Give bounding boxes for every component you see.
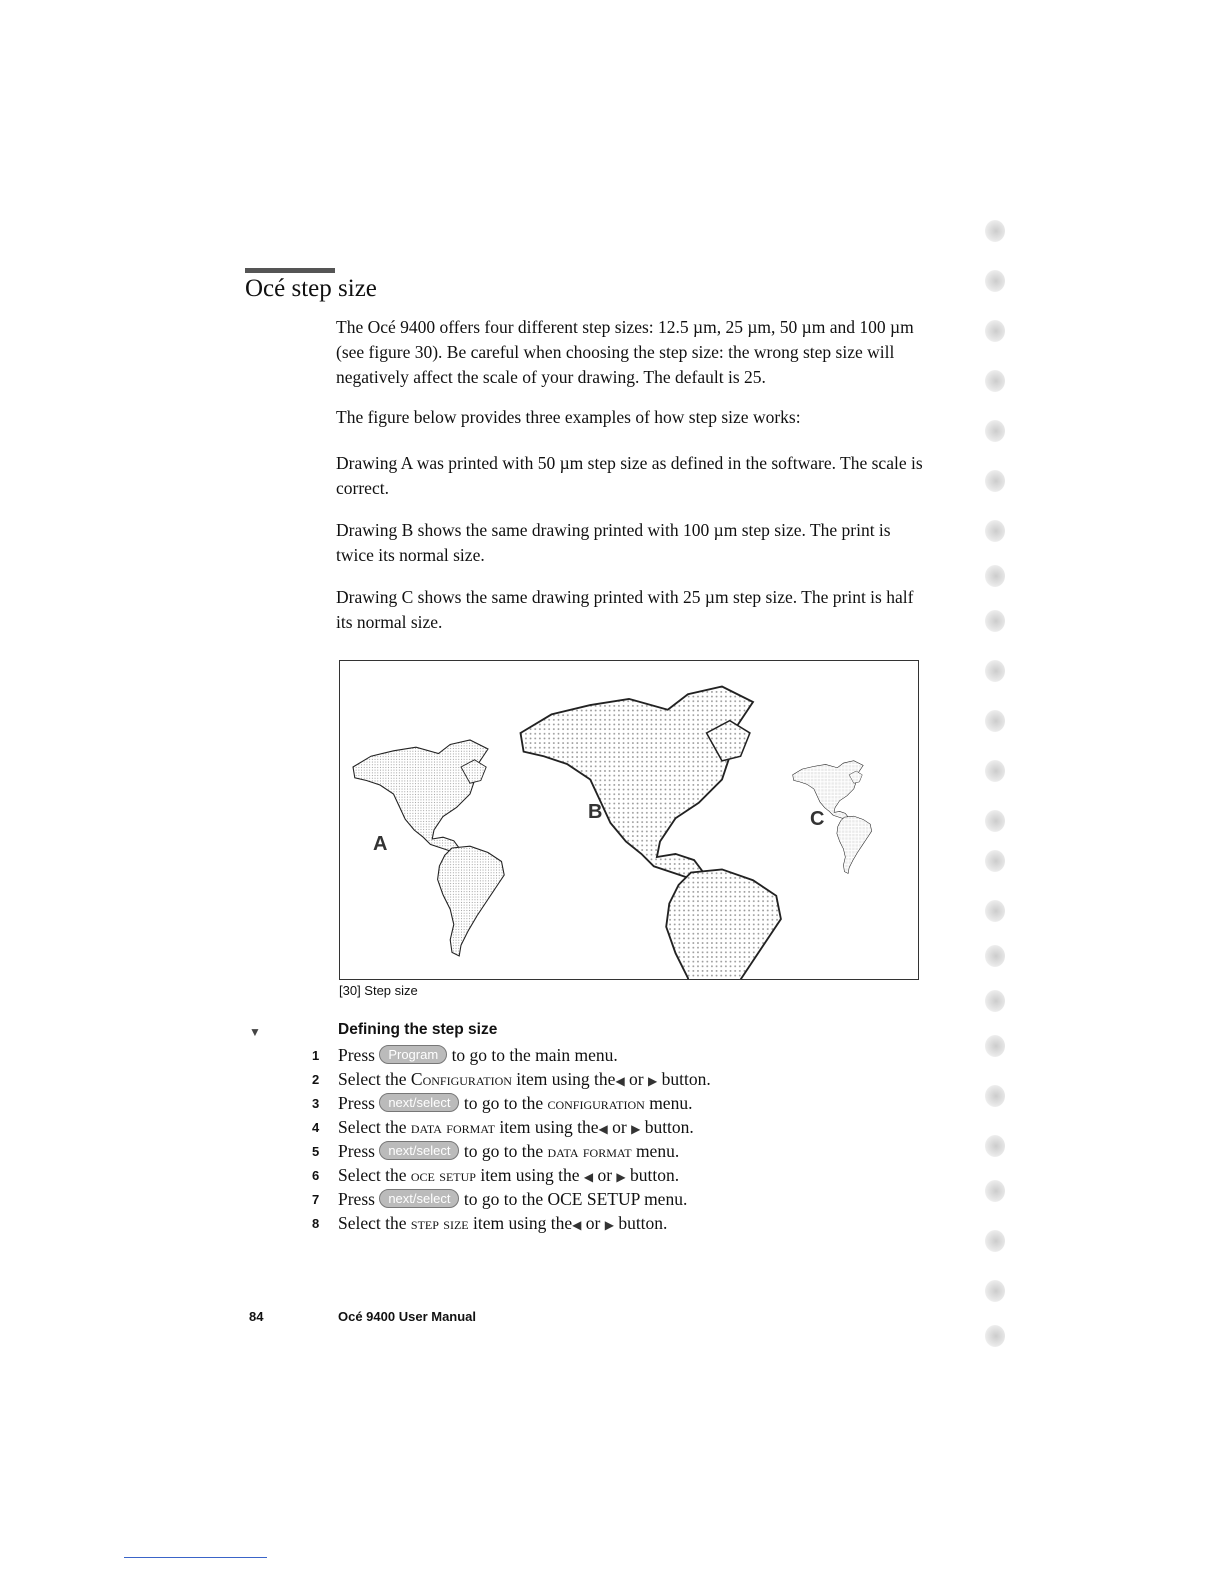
binder-hole	[985, 1135, 1005, 1157]
step-4: 4 Select the data format item using the◀ or ▶ button.	[312, 1117, 694, 1137]
right-arrow-icon: ▶	[648, 1074, 658, 1088]
step-6: 6 Select the oce setup item using the ◀ or ▶ button.	[312, 1165, 680, 1185]
binder-hole	[985, 990, 1005, 1012]
procedure-heading: Defining the step size	[338, 1021, 498, 1038]
binder-hole	[985, 850, 1005, 872]
binder-hole	[985, 565, 1005, 587]
binder-holes	[985, 220, 1015, 1360]
left-arrow-icon: ◀	[572, 1218, 582, 1232]
paragraph-intro: The Océ 9400 offers four different step sizes: 12.5 µm, 25 µm, 50 µm and 100 µm (see figure 30). Be careful when choosing the step size: the wrong step size will negatively affect the scale of your drawing. The default is 25.	[336, 317, 914, 387]
step-size-figure	[339, 660, 919, 980]
binder-hole	[985, 220, 1005, 242]
step-5: 5 Press next/select to go to the data format menu.	[312, 1141, 680, 1161]
step-1: 1 Press Program to go to the main menu.	[312, 1045, 618, 1065]
section-title: Océ step size	[245, 275, 377, 302]
binder-hole	[985, 1280, 1005, 1302]
binder-hole	[985, 1035, 1005, 1057]
binder-hole	[985, 520, 1005, 542]
binder-hole	[985, 1230, 1005, 1252]
map-b	[521, 687, 781, 980]
binder-hole	[985, 610, 1005, 632]
binder-hole	[985, 470, 1005, 492]
left-arrow-icon: ◀	[598, 1122, 608, 1136]
right-arrow-icon: ▶	[604, 1218, 614, 1232]
program-key-icon: Program	[379, 1045, 447, 1064]
next-select-key-icon: next/select	[379, 1141, 459, 1160]
binder-hole	[985, 420, 1005, 442]
section-marker-icon: ▼	[249, 1025, 261, 1039]
next-select-key-icon: next/select	[379, 1093, 459, 1112]
binder-hole	[985, 1325, 1005, 1347]
label-a: A	[373, 833, 388, 855]
left-arrow-icon: ◀	[583, 1170, 594, 1184]
step-3: 3 Press next/select to go to the configuration menu.	[312, 1093, 693, 1113]
binder-hole	[985, 1180, 1005, 1202]
binder-hole	[985, 900, 1005, 922]
paragraph-drawing-b: Drawing B shows the same drawing printed with 100 µm step size. The print is twice its normal size.	[336, 520, 891, 565]
paragraph-examples: The figure below provides three examples of how step size works:	[336, 407, 801, 427]
binder-hole	[985, 660, 1005, 682]
step-2: 2 Select the Configuration item using the◀ or ▶ button.	[312, 1069, 711, 1089]
map-c	[793, 761, 872, 874]
binder-hole	[985, 945, 1005, 967]
label-b: B	[588, 801, 603, 823]
footer-title: Océ 9400 User Manual	[338, 1309, 477, 1324]
right-arrow-icon: ▶	[631, 1122, 641, 1136]
binder-hole	[985, 370, 1005, 392]
paragraph-drawing-a: Drawing A was printed with 50 µm step size as defined in the software. The scale is correct.	[336, 453, 923, 498]
page-number: 84	[249, 1309, 264, 1324]
bottom-rule	[124, 1557, 267, 1558]
binder-hole	[985, 320, 1005, 342]
next-select-key-icon: next/select	[379, 1189, 459, 1208]
step-8: 8 Select the step size item using the◀ or ▶ button.	[312, 1213, 668, 1233]
right-arrow-icon: ▶	[616, 1170, 626, 1184]
binder-hole	[985, 760, 1005, 782]
left-arrow-icon: ◀	[615, 1074, 625, 1088]
paragraph-drawing-c: Drawing C shows the same drawing printed with 25 µm step size. The print is half its normal size.	[336, 587, 914, 632]
step-7: 7 Press next/select to go to the OCE SETUP menu.	[312, 1189, 688, 1209]
title-rule	[245, 268, 335, 273]
binder-hole	[985, 1085, 1005, 1107]
binder-hole	[985, 270, 1005, 292]
label-c: C	[810, 808, 825, 830]
binder-hole	[985, 710, 1005, 732]
figure-caption: [30] Step size	[339, 983, 418, 998]
americas-maps	[340, 661, 918, 979]
binder-hole	[985, 810, 1005, 832]
